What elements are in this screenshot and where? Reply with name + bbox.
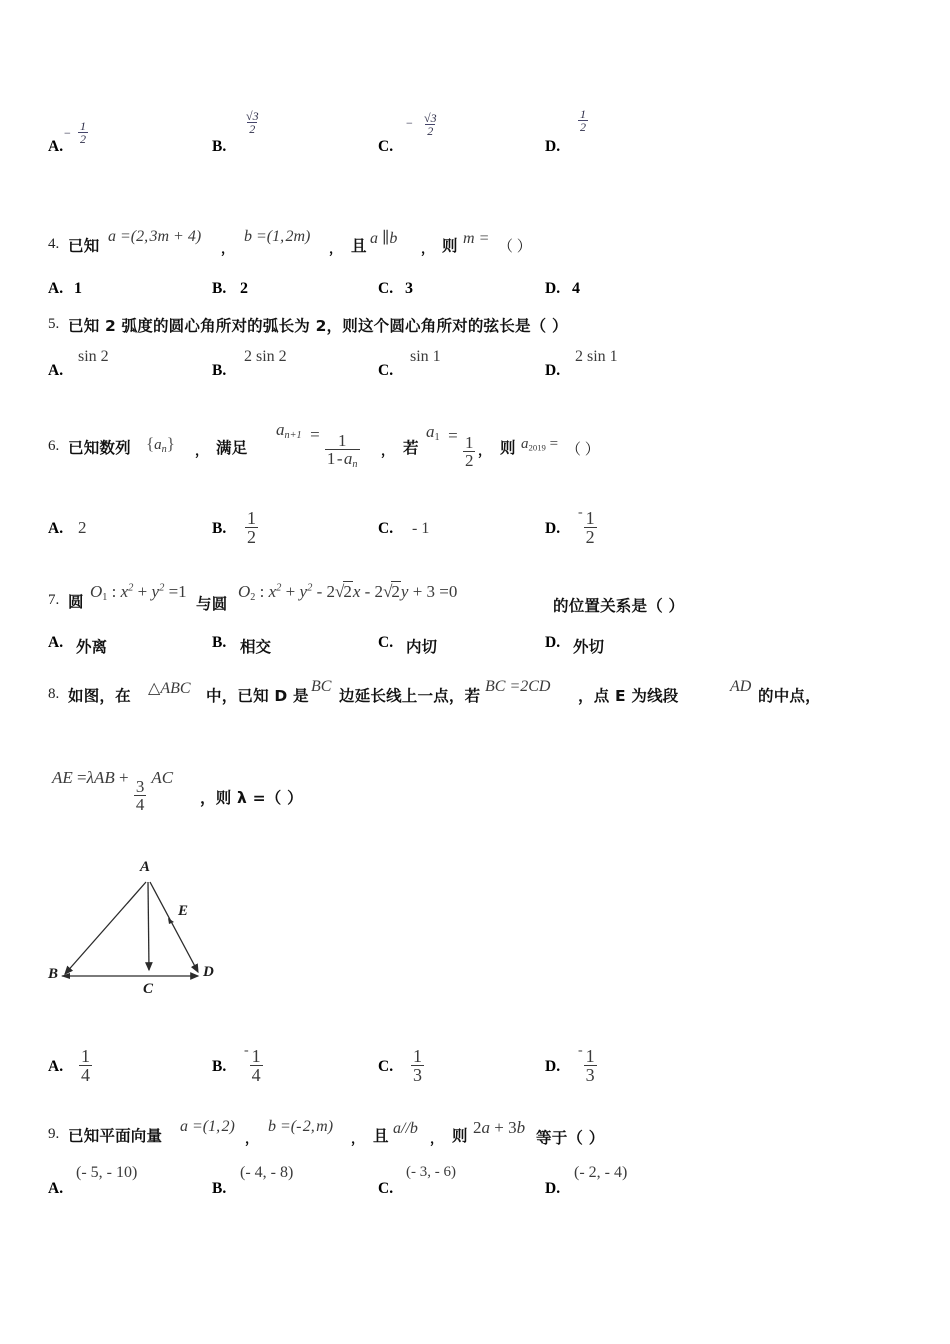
q9-option-value-a: (- 5, - 10) [76, 1164, 138, 1181]
q9-option-letter-d[interactable]: D. [545, 1180, 561, 1197]
question-7-tail: 的位置关系是（ ） [553, 597, 685, 615]
edge-ab [65, 882, 146, 974]
question-6-comma-2: ， [381, 444, 395, 459]
q8-option-letter-a[interactable]: A. [48, 1058, 64, 1075]
question-6-recurrence: $a_{n+1}$ = $\frac{1}{1 - a_n}$ [276, 420, 358, 470]
q4-option-value-a: 1 [74, 280, 82, 297]
question-7-number: 7. [48, 592, 60, 608]
q6-recur-numerator: 1 [337, 430, 347, 450]
question-7-circle-1: $O_1$ : $x^2 + y^2 =1$ [90, 582, 187, 603]
q8-option-b-denominator: 4 [251, 1065, 261, 1086]
question-4-vector-b: b =(1, 2m) [244, 228, 311, 245]
option-letter-c[interactable]: C. [378, 138, 394, 155]
question-8-segment-ad: AD [730, 678, 752, 695]
q8-option-a-denominator: 4 [81, 1065, 90, 1086]
question-4-comma-1: ， [221, 242, 235, 257]
q5-option-letter-c[interactable]: C. [378, 362, 394, 379]
question-7-circle-2: $O_2$ : $x^2 + y^2 - 2√2x - 2√2y + 3 =0$ [238, 582, 458, 603]
option-c-prev-denominator: 2 [427, 124, 434, 138]
question-4-then: 则 [442, 237, 458, 255]
question-8-ae-expression: AE =λAB + $\frac{3}{4}$ AC [52, 768, 174, 814]
question-4-and: 且 [351, 237, 367, 255]
q6-recur-denominator: 1 - $a_n$ [326, 448, 358, 470]
q6-option-value-c: - 1 [412, 520, 430, 537]
question-6-answer-paren: （ ） [566, 442, 600, 458]
q6-option-b-numerator: 1 [247, 508, 256, 529]
figure-label-b: B [48, 966, 59, 982]
question-8-bc-equals-2cd: BC =2CD [485, 678, 551, 695]
question-4-comma-3: ， [421, 242, 435, 257]
q6-option-letter-c[interactable]: C. [378, 520, 394, 537]
option-value-c [406, 111, 439, 138]
option-d-prev-numerator: 1 [580, 107, 586, 121]
figure-label-c: C [143, 981, 154, 997]
question-9-lead: 已知平面向量 [68, 1127, 163, 1145]
option-letter-b[interactable]: B. [212, 138, 227, 155]
question-4-number: 4. [48, 236, 60, 252]
q7-option-letter-a[interactable]: A. [48, 634, 64, 651]
question-7-lead: 圆 [68, 593, 84, 611]
q6-option-value-d [578, 500, 598, 547]
q6-option-d-denominator: 2 [585, 527, 595, 548]
q7-option-letter-b[interactable]: B. [212, 634, 227, 651]
q9-option-value-d: (- 2, - 4) [574, 1164, 628, 1181]
question-6-initial-term: $a_1$ = $\frac{1}{2}$ [426, 422, 474, 470]
figure-label-a: A [140, 859, 151, 875]
q9-option-letter-a[interactable]: A. [48, 1180, 64, 1197]
question-9-comma-2: ， [351, 1132, 365, 1147]
q7-option-value-c: 内切 [406, 638, 438, 656]
question-8-part-1: 如图，在 [68, 687, 131, 705]
q8-option-value-c [410, 1038, 425, 1085]
figure-label-e: E [178, 903, 189, 919]
option-b-prev-denominator: 2 [249, 122, 256, 136]
question-8-part-4: ，点 E 为线段 [578, 687, 679, 705]
edge-ac [148, 882, 149, 970]
question-9-tail: 等于（ ） [536, 1129, 605, 1147]
question-6-satisfy: 满足 [216, 439, 248, 457]
q6-option-d-sign: - [578, 505, 583, 520]
option-c-prev-sign: − [406, 116, 413, 130]
option-value-b [244, 110, 261, 135]
q5-option-letter-a[interactable]: A. [48, 362, 64, 379]
option-a-prev-numerator: 1 [80, 119, 86, 133]
question-6-if: 若 [403, 439, 419, 457]
question-9-then: 则 [452, 1127, 468, 1145]
question-5-stem: 已知 2 弧度的圆心角所对的弧长为 2，则这个圆心角所对的弦长是（ ） [68, 317, 568, 335]
q8-option-c-numerator: 1 [413, 1046, 422, 1067]
q8-option-d-numerator: 1 [585, 1046, 595, 1067]
question-4-parallel-condition: a ∥b [370, 230, 398, 247]
q4-option-letter-d[interactable]: D. [545, 280, 561, 297]
question-6-number: 6. [48, 438, 60, 454]
q7-option-value-d: 外切 [573, 638, 605, 656]
q8-option-letter-b[interactable]: B. [212, 1058, 227, 1075]
option-b-prev-numerator: √3 [246, 109, 259, 123]
options-row-prev [48, 107, 908, 168]
q9-option-value-c: (- 3, - 6) [406, 1164, 456, 1180]
q8-option-d-sign: - [578, 1043, 583, 1058]
question-6-sequence: $\{a_n\}$ [146, 434, 175, 455]
q5-option-value-c: sin 1 [410, 348, 441, 365]
q7-option-letter-d[interactable]: D. [545, 634, 561, 651]
q8-option-value-b [244, 1038, 264, 1085]
q5-option-value-d: 2 sin 1 [575, 348, 618, 365]
option-value-d [578, 108, 588, 133]
question-4-vector-a: a =(2, 3m + 4) [108, 228, 202, 245]
question-8-triangle-abc: △ABC [148, 680, 191, 697]
option-a-prev-denominator: 2 [80, 132, 86, 146]
q8-option-a-numerator: 1 [81, 1046, 90, 1067]
q8-option-c-denominator: 3 [413, 1065, 422, 1086]
q4-option-value-b: 2 [240, 280, 248, 297]
question-9-expression: 2a + 3b [473, 1118, 526, 1137]
q6-option-b-denominator: 2 [247, 527, 256, 548]
q8-option-value-d [578, 1038, 598, 1085]
option-a-prev-sign: − [64, 126, 71, 140]
arrow-marker-e [168, 918, 174, 924]
q8-eq-numerator: 3 [135, 776, 145, 796]
q9-option-value-b: (- 4, - 8) [240, 1164, 294, 1181]
question-9-parallel-condition: a//b [393, 1120, 418, 1137]
option-c-prev-numerator: √3 [424, 111, 437, 125]
figure-label-d: D [203, 964, 214, 980]
q6-option-value-a: 2 [78, 518, 87, 537]
q6-a1-denominator: 2 [464, 450, 474, 470]
q5-option-value-b: 2 sin 2 [244, 348, 287, 365]
q8-option-b-numerator: 1 [251, 1046, 261, 1067]
q8-eq-denominator: 4 [135, 794, 145, 814]
question-9-comma-3: ， [430, 1132, 444, 1147]
option-d-prev-denominator: 2 [580, 120, 586, 134]
q8-option-b-sign: - [244, 1043, 249, 1058]
question-9-number: 9. [48, 1126, 60, 1142]
q5-option-value-a: sin 2 [78, 348, 109, 365]
option-letter-a[interactable]: A. [48, 138, 64, 155]
q8-option-value-a [78, 1038, 93, 1085]
question-9-vector-b: b =(- 2, m) [268, 1118, 334, 1135]
question-9-vector-a: a =(1, 2) [180, 1118, 235, 1135]
q4-option-value-c: 3 [405, 280, 413, 297]
q4-option-value-d: 4 [572, 280, 580, 297]
question-8-part-5: 的中点， [758, 687, 821, 705]
q4-option-letter-b[interactable]: B. [212, 280, 227, 297]
q5-option-letter-d[interactable]: D. [545, 362, 561, 379]
question-6-target: $a_{2019}$ = [521, 436, 559, 453]
question-9-comma-1: ， [245, 1132, 259, 1147]
question-9-and: 且 [373, 1127, 389, 1145]
question-4-answer-paren: （ ） [498, 239, 532, 255]
question-4-lead: 已知 [68, 237, 100, 255]
question-6-lead: 已知数列 [68, 439, 131, 457]
q6-a1-numerator: 1 [464, 432, 474, 452]
q6-option-value-b [244, 500, 259, 547]
edge-ad [150, 882, 198, 972]
question-8-figure [48, 850, 278, 1015]
q7-option-value-b: 相交 [240, 638, 272, 656]
q8-eq-ac: AC [151, 768, 174, 787]
q6-option-letter-d[interactable]: D. [545, 520, 561, 537]
question-6-comma-1: ， [195, 444, 209, 459]
q4-option-letter-a[interactable]: A. [48, 280, 64, 297]
question-8-segment-bc: BC [311, 678, 332, 695]
q6-option-letter-b[interactable]: B. [212, 520, 227, 537]
option-letter-d[interactable]: D. [545, 138, 561, 155]
question-6-comma-3: ， [478, 444, 492, 459]
option-value-a [64, 119, 88, 146]
question-8-equation-tail: ，则 λ =（ ） [200, 789, 303, 807]
q8-option-letter-d[interactable]: D. [545, 1058, 561, 1075]
question-8-part-3: 边延长线上一点，若 [339, 687, 481, 705]
question-6-then: 则 [500, 439, 516, 457]
q9-option-letter-b[interactable]: B. [212, 1180, 227, 1197]
question-4-comma-2: ， [329, 242, 343, 257]
triangle-figure-svg [48, 850, 278, 1015]
q4-option-letter-c[interactable]: C. [378, 280, 394, 297]
q7-option-letter-c[interactable]: C. [378, 634, 394, 651]
q6-option-letter-a[interactable]: A. [48, 520, 64, 537]
q5-option-letter-b[interactable]: B. [212, 362, 227, 379]
question-7-mid: 与圆 [196, 595, 228, 613]
question-8-number: 8. [48, 686, 60, 702]
question-5-number: 5. [48, 316, 60, 332]
q8-option-d-denominator: 3 [585, 1065, 595, 1086]
q6-option-d-numerator: 1 [585, 508, 595, 529]
question-8-part-2: 中，已知 D 是 [206, 687, 309, 705]
question-4-unknown: m = [463, 230, 490, 247]
q7-option-value-a: 外离 [76, 638, 108, 656]
q9-option-letter-c[interactable]: C. [378, 1180, 394, 1197]
q8-option-letter-c[interactable]: C. [378, 1058, 394, 1075]
